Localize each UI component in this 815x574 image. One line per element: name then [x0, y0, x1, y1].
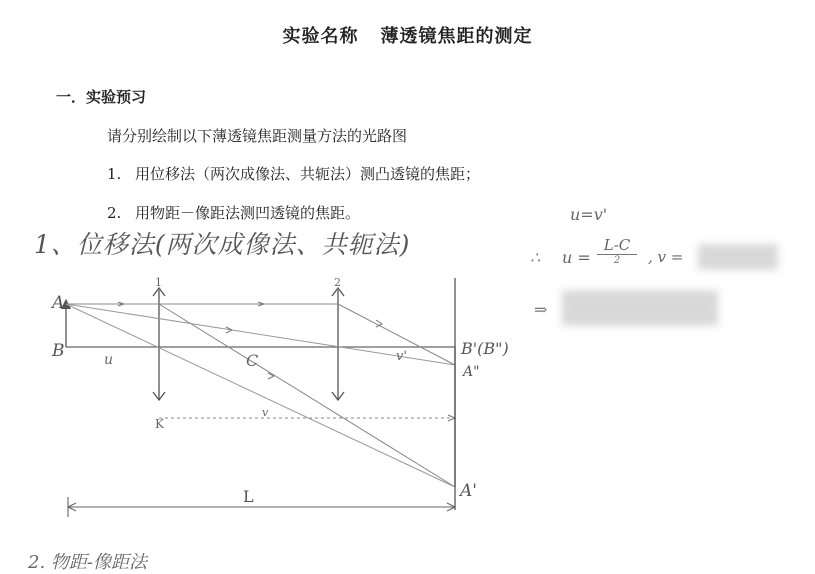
label-lens-1: 1 [155, 276, 162, 289]
note-u-equals-v: u=v' [570, 205, 608, 224]
label-k: K [155, 417, 164, 431]
item-number: 1. [107, 165, 122, 183]
label-l: L [243, 487, 254, 506]
implies-arrow: ⇒ [534, 300, 548, 319]
label-b: B [52, 341, 65, 361]
handwritten-heading: 1、位移法(两次成像法、共轭法) [34, 230, 411, 259]
item-number: 2. [107, 204, 122, 222]
item-text: 用物距－像距法测凹透镜的焦距。 [135, 204, 361, 222]
title-name: 薄透镜焦距的测定 [380, 26, 533, 47]
label-a: A [52, 293, 65, 313]
item-text: 用位移法（两次成像法、共轭法）测凸透镜的焦距； [135, 165, 481, 183]
intro-text: 请分别绘制以下薄透镜焦距测量方法的光路图 [107, 127, 408, 145]
fraction-denominator: 2 [613, 255, 621, 266]
cut-off-heading: 2. 物距-像距法 [28, 552, 147, 573]
label-u: u [104, 352, 114, 368]
therefore-symbol: ∴ [530, 248, 541, 267]
ray [66, 304, 455, 487]
title-label: 实验名称 [282, 26, 359, 47]
label-image-b: B'(B") [461, 339, 509, 358]
label-c: C [246, 351, 259, 370]
label-v-prime: v' [396, 349, 407, 364]
v-equals: , v = [648, 248, 689, 266]
fraction-numerator: L-C [597, 236, 637, 255]
label-a-double-prime: A" [463, 364, 480, 380]
label-v: v [262, 406, 269, 419]
ray [159, 304, 455, 487]
u-equals: u = [562, 248, 591, 267]
label-a-prime: A' [460, 481, 477, 501]
label-lens-2: 2 [334, 276, 341, 289]
section-heading: 一．实验预习 [56, 88, 147, 106]
